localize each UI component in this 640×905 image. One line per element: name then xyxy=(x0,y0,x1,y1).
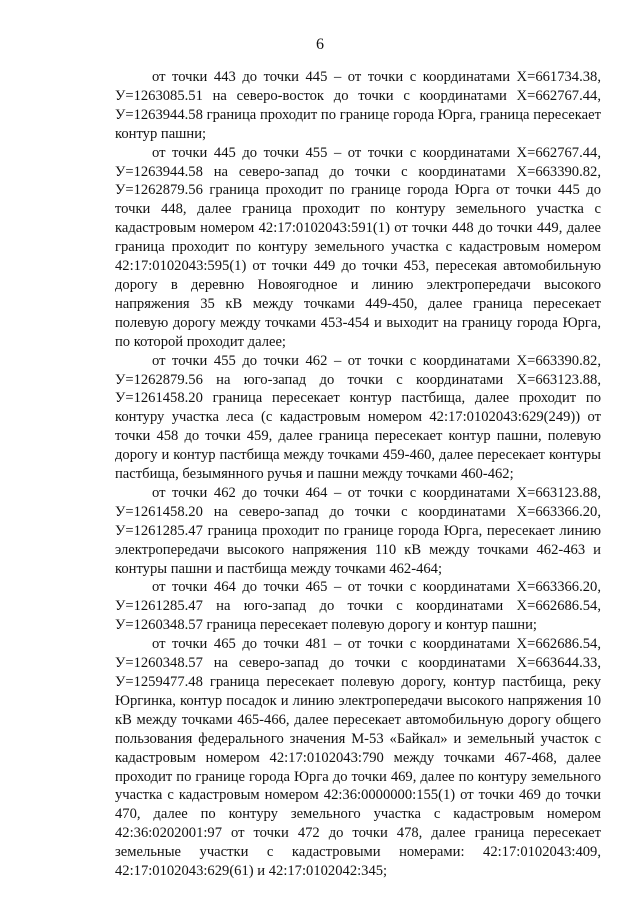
paragraph-462-464: от точки 462 до точки 464 – от точки с координатами Х=663123.88, У=1261458.20 на северо-запад до точки с координатами Х=663366.20, У=1261285.47 граница проходит по границе города Юрга, пересекает линию электропередачи высокого напряжения 110 кВ между точками 462-463 и контуры пашни и пастбища между точками 462-464; xyxy=(115,484,601,577)
paragraph-465-481: от точки 465 до точки 481 – от точки с координатами Х=662686.54, У=1260348.57 на северо-запад до точки с координатами Х=663644.33, У=1259477.48 граница пересекает полевую дорогу, контур пастбища, реку Юргинка, контур посадок и линию электропередачи высокого напряжения 10 кВ между точками 465-466, далее пересекает автомобильную дорогу общего пользования федерального значения М-53 «Байкал» и земельный участок с кадастровым номером 42:17:0102043:790 между точками 467-468, далее проходит по границе города Юрга до точки 469, далее по контуру земельного участка с кадастровым номером 42:36:0000000:155(1) от точки 469 до точки 470, далее по контуру земельного участка с кадастровым номером 42:36:0202001:97 от точки 472 до точки 478, далее граница пересекает земельные участки с кадастровыми номерами: 42:17:0102043:409, 42:17:0102043:629(61) и 42:17:0102042:345; xyxy=(115,636,601,880)
paragraph-455-462: от точки 455 до точки 462 – от точки с координатами Х=663390.82, У=1262879.56 на юго-запад до точки с координатами Х=663123.88, У=1261458.20 граница пересекает контур пастбища, далее проходит по контуру участка леса (с кадастровым номером 42:17:0102043:629(249)) от точки 458 до точки 459, далее граница пересекает контур пашни, полевую дорогу и контур пастбища между точками 459-460, далее пересекает контуры пастбища, безымянного ручья и пашни между точками 460-462; xyxy=(115,352,601,483)
document-body xyxy=(115,68,601,881)
paragraph-464-465: от точки 464 до точки 465 – от точки с координатами Х=663366.20, У=1261285.47 на юго-запад до точки с координатами Х=662686.54, У=1260348.57 граница пересекает полевую дорогу и контур пашни; xyxy=(115,579,601,634)
page-number: 6 xyxy=(316,36,324,53)
paragraph-443-445: от точки 443 до точки 445 – от точки с координатами Х=661734.38, У=1263085.51 на северо-восток до точки с координатами Х=662767.44, У=1263944.58 граница проходит по границе города Юрга, граница пересекает контур пашни; xyxy=(115,69,601,142)
paragraph-445-455: от точки 445 до точки 455 – от точки с координатами Х=662767.44, У=1263944.58 на северо-запад до точки с координатами Х=663390.82, У=1262879.56 граница проходит по границе города Юрга от точки 445 до точки 448, далее граница проходит по контуру земельного участка с кадастровым номером 42:17:0102043:591(1) от точки 448 до точки 449, далее граница проходит по контуру земельного участка с кадастровым номером 42:17:0102043:595(1) от точки 449 до точки 453, пересекая автомобильную дорогу в деревню Новоягодное и линию электропередачи высокого напряжения 35 кВ между точками 449-450, далее граница пересекает полевую дорогу между точками 453-454 и выходит на границу города Юрга, по которой проходит далее; xyxy=(115,144,601,350)
